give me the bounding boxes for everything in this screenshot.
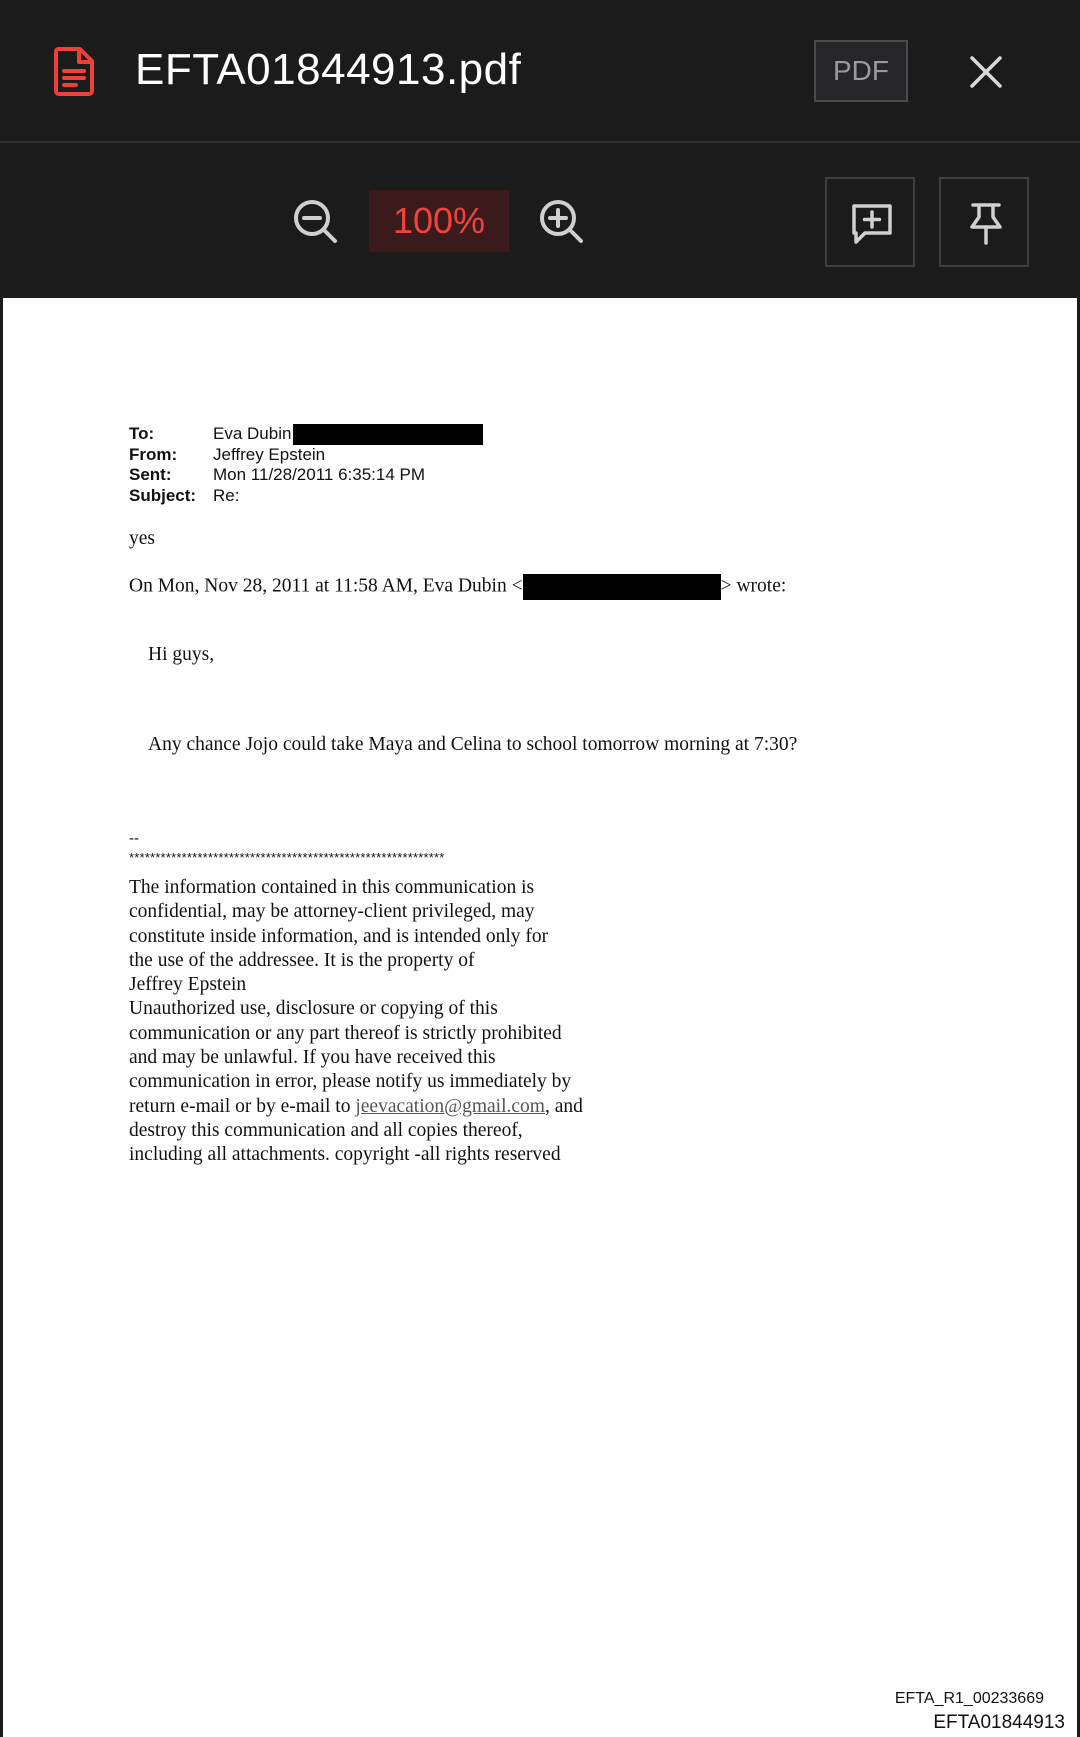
file-title: EFTA01844913.pdf bbox=[135, 45, 522, 94]
signature-stars: ************************************************************ bbox=[129, 850, 445, 865]
quote-intro bbox=[129, 574, 786, 600]
signature-dash: -- bbox=[129, 830, 139, 847]
to-value: Eva Dubin bbox=[213, 424, 292, 443]
pin-icon bbox=[963, 201, 1009, 247]
disclaimer-line: and may be unlawful. If you have received this bbox=[129, 1047, 496, 1069]
disclaimer-text: , and bbox=[544, 1095, 583, 1117]
zoom-in-icon bbox=[542, 202, 581, 241]
disclaimer-line: confidential, may be attorney-client privileged, may bbox=[129, 901, 535, 923]
quote-intro-start: On Mon, Nov 28, 2011 at 11:58 AM, Eva Dubin < bbox=[129, 575, 523, 597]
email-link[interactable]: jeevacation@gmail.com bbox=[355, 1095, 545, 1117]
add-comment-icon bbox=[849, 201, 895, 247]
add-comment-button[interactable] bbox=[825, 177, 915, 267]
disclaimer-line: constitute inside information, and is intended only for bbox=[129, 925, 549, 947]
sent-value: Mon 11/28/2011 6:35:14 PM bbox=[213, 465, 426, 484]
subject-value: Re: bbox=[213, 485, 240, 505]
file-text-icon bbox=[52, 46, 96, 96]
zoom-in-button[interactable] bbox=[536, 196, 586, 246]
close-button[interactable] bbox=[960, 46, 1012, 98]
disclaimer-line: including all attachments. copyright -all rights reserved bbox=[129, 1144, 561, 1166]
subject-label: Subject: bbox=[129, 485, 197, 505]
document-page bbox=[3, 298, 1077, 1737]
disclaimer bbox=[129, 876, 583, 1168]
quote-intro-end: > wrote: bbox=[720, 575, 787, 597]
question-text: Any chance Jojo could take Maya and Celina to school tomorrow morning at 7:30? bbox=[148, 734, 798, 755]
sent-label: Sent: bbox=[129, 465, 172, 484]
footer-reference: EFTA_R1_00233669 bbox=[894, 1690, 1044, 1707]
footer-document-id: EFTA01844913 bbox=[933, 1712, 1065, 1733]
from-value: Jeffrey Epstein bbox=[213, 444, 326, 464]
disclaimer-line: destroy this communication and all copies thereof, bbox=[129, 1119, 523, 1141]
disclaimer-line: communication or any part thereof is strictly prohibited bbox=[129, 1022, 562, 1044]
viewer-toolbar bbox=[0, 143, 1080, 298]
zoom-out-icon bbox=[296, 202, 335, 241]
disclaimer-line: The information contained in this communication is bbox=[129, 877, 535, 898]
disclaimer-line: Unauthorized use, disclosure or copying of this bbox=[129, 998, 498, 1020]
zoom-level[interactable]: 100% bbox=[369, 190, 509, 252]
reply-text: yes bbox=[129, 528, 155, 549]
redaction-bar bbox=[523, 574, 721, 600]
zoom-out-button[interactable] bbox=[290, 196, 340, 246]
disclaimer-text: return e-mail or by e-mail to bbox=[129, 1095, 356, 1117]
greeting-text: Hi guys, bbox=[148, 644, 215, 665]
title-bar bbox=[0, 0, 1080, 143]
from-label: From: bbox=[129, 444, 178, 464]
to-label: To: bbox=[129, 424, 155, 443]
disclaimer-line bbox=[129, 1095, 583, 1119]
pin-button[interactable] bbox=[939, 177, 1029, 267]
format-badge: PDF bbox=[814, 40, 908, 102]
redaction-bar bbox=[293, 424, 483, 445]
to-value-wrap bbox=[213, 424, 483, 445]
disclaimer-line: communication in error, please notify us immediately by bbox=[129, 1071, 572, 1093]
disclaimer-line: Jeffrey Epstein bbox=[129, 974, 247, 996]
disclaimer-line: the use of the addressee. It is the property of bbox=[129, 949, 475, 971]
